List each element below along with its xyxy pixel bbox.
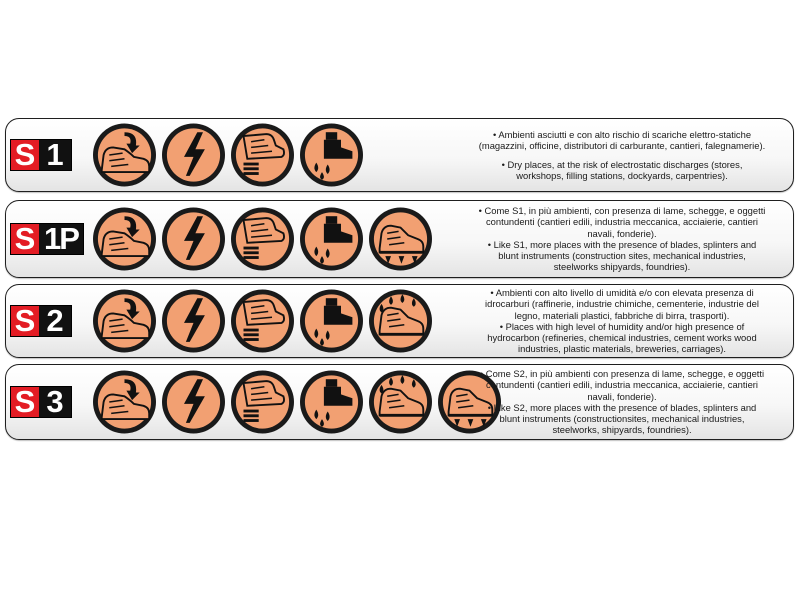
water-penetration-upper-icon-graphic (372, 374, 429, 431)
energy-absorbing-heel-icon-graphic (234, 293, 291, 350)
antistatic-lightning-icon (162, 371, 225, 434)
safety-class-row-s1p (5, 200, 794, 278)
badge-number: 1 (39, 140, 71, 170)
toe-cap-impact-icon-graphic (96, 293, 153, 350)
icon-strip (93, 371, 501, 434)
toe-cap-impact-icon (93, 371, 156, 434)
description-italian: • Come S1, in più ambienti, con presenza di lame, schegge, e oggetti contundenti (cantieri edili, industria meccanica, acciaierie, cantieri navali, fonderie). (478, 205, 766, 239)
safety-badge (10, 305, 72, 337)
safety-class-row-s3 (5, 364, 794, 440)
description (477, 129, 767, 181)
description (477, 368, 767, 436)
safety-badge (10, 386, 72, 418)
description-english: • Like S1, more places with the presence of blades, splinters and blunt instruments (construction sites, mechanical industries, steelworks shipyards, foundries). (487, 239, 757, 273)
energy-absorbing-heel-icon (231, 208, 294, 271)
badge-number: 1P (39, 224, 83, 254)
water-resistant-drip-icon (300, 371, 363, 434)
puncture-resistant-sole-icon-graphic (372, 211, 429, 268)
icon-strip (93, 208, 432, 271)
toe-cap-impact-icon-graphic (96, 127, 153, 184)
badge-letter: S (11, 387, 39, 417)
water-resistant-drip-icon (300, 124, 363, 187)
energy-absorbing-heel-icon (231, 290, 294, 353)
antistatic-lightning-icon (162, 124, 225, 187)
description (477, 287, 767, 355)
description-english: • Like S2, more places with the presence of blades, splinters and blunt instruments (constructionsites, mechanical industries, steelworks, shipyards, foundries). (487, 402, 757, 436)
water-resistant-drip-icon-graphic (303, 127, 360, 184)
toe-cap-impact-icon (93, 208, 156, 271)
water-penetration-upper-icon-graphic (372, 293, 429, 350)
water-resistant-drip-icon (300, 208, 363, 271)
water-resistant-drip-icon (300, 290, 363, 353)
energy-absorbing-heel-icon (231, 371, 294, 434)
puncture-resistant-sole-icon (369, 208, 432, 271)
badge-letter: S (11, 140, 39, 170)
toe-cap-impact-icon (93, 124, 156, 187)
safety-badge (10, 223, 84, 255)
description-italian: • Ambienti asciutti e con alto rischio di scariche elettro-statiche (magazzini, officine, distributori di carburante, cantieri, falegnamerie). (478, 128, 766, 152)
toe-cap-impact-icon-graphic (96, 211, 153, 268)
energy-absorbing-heel-icon-graphic (234, 374, 291, 431)
badge-number: 3 (39, 387, 71, 417)
antistatic-lightning-icon (162, 208, 225, 271)
description-italian: • Come S2, in più ambienti con presenza di lame, schegge, e oggetti contundenti (cantieri edili, industria meccanica, acciaierie, cantieri navali, fonderie). (479, 368, 765, 402)
water-resistant-drip-icon-graphic (303, 293, 360, 350)
description-english: • Places with high level of humidity and/or high presence of hydrocarbon (refineries, chemical industries, cement works wood industries, plastic materials, breweries, carriages). (487, 321, 757, 355)
icon-strip (93, 124, 363, 187)
safety-class-row-s1 (5, 118, 794, 192)
badge-letter: S (11, 224, 39, 254)
badge-letter: S (11, 306, 39, 336)
safety-badge (10, 139, 72, 171)
energy-absorbing-heel-icon-graphic (234, 127, 291, 184)
energy-absorbing-heel-icon-graphic (234, 211, 291, 268)
description (477, 205, 767, 273)
safety-class-row-s2 (5, 284, 794, 358)
toe-cap-impact-icon (93, 290, 156, 353)
description-english: • Dry places, at the risk of electrostatic discharges (stores, workshops, filling stations, dockyards, carpentries). (501, 158, 743, 181)
energy-absorbing-heel-icon (231, 124, 294, 187)
antistatic-lightning-icon-graphic (165, 293, 222, 350)
antistatic-lightning-icon-graphic (165, 211, 222, 268)
toe-cap-impact-icon-graphic (96, 374, 153, 431)
antistatic-lightning-icon (162, 290, 225, 353)
badge-number: 2 (39, 306, 71, 336)
water-resistant-drip-icon-graphic (303, 211, 360, 268)
antistatic-lightning-icon-graphic (165, 127, 222, 184)
description-italian: • Ambienti con alto livello di umidità e/o con elevata presenza di idrocarburi (raffinerie, industrie chimiche, cementerie, industrie del legno, materiali plastici, fabbriche di birra, trasporti). (485, 287, 759, 321)
water-penetration-upper-icon (369, 371, 432, 434)
water-resistant-drip-icon-graphic (303, 374, 360, 431)
antistatic-lightning-icon-graphic (165, 374, 222, 431)
water-penetration-upper-icon (369, 290, 432, 353)
icon-strip (93, 290, 432, 353)
